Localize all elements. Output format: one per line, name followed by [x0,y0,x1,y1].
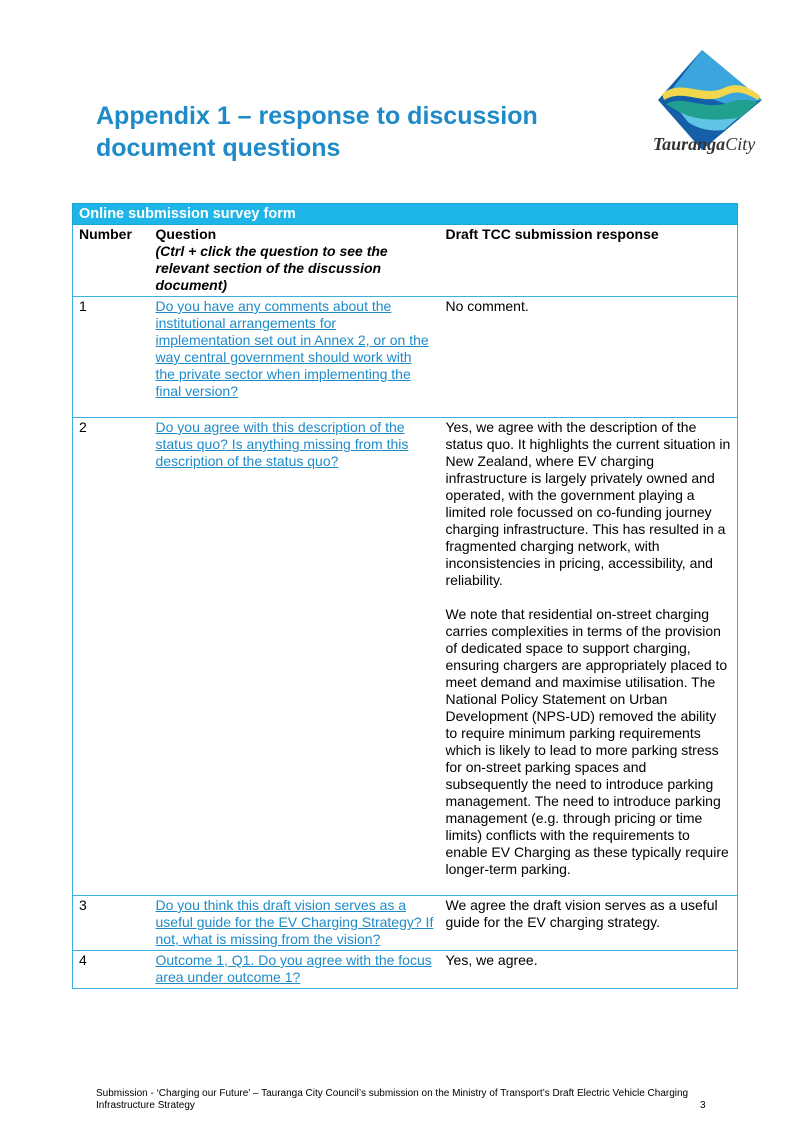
question-link[interactable]: Do you think this draft vision serves as a useful guide for the EV Charging Strategy? If not, what is missing from the vision? [155,897,434,947]
row-number: 4 [73,951,150,989]
row-response [440,418,738,896]
row-question [150,418,440,896]
submission-table [72,203,738,989]
row-number: 2 [73,418,150,896]
row-question [150,951,440,989]
table-row [73,418,738,896]
row-question [150,297,440,418]
question-link[interactable]: Outcome 1, Q1. Do you agree with the focus area under outcome 1? [155,952,432,985]
question-link[interactable]: Do you have any comments about the institutional arrangements for implementation set out in Annex 2, or on the way central government should work with the private sector when implementing the final version? [155,298,429,399]
table-header-row [73,225,738,297]
row-number: 3 [73,896,150,951]
row-number: 1 [73,297,150,418]
header-response: Draft TCC submission response [440,225,738,297]
logo-wordmark: TaurangaCity [652,134,756,154]
table-banner-row [73,204,738,225]
table-banner: Online submission survey form [73,204,738,225]
table-row [73,896,738,951]
table-row [73,297,738,418]
header-question [150,225,440,297]
response-paragraph: Yes, we agree with the description of the status quo. It highlights the current situation in New Zealand, where EV charging infrastructure is largely privately owned and operated, with the government playing a limited role focussed on co-funding journey charging infrastructure. This has resulted in a fragmented charging network, with inconsistencies in pricing, accessibility, and reliability. [445,419,731,588]
header-question-label: Question [155,226,217,242]
response-paragraph: Yes, we agree. [445,952,538,968]
header-question-hint: (Ctrl + click the question to see the relevant section of the discussion document) [155,243,388,293]
page-footer: Submission - ‘Charging our Future’ – Tauranga City Council’s submission on the Ministry of Transport’s Draft Electric Vehicle Charging Infrastructure Strategy [96,1088,689,1111]
row-question [150,896,440,951]
row-response [440,297,738,418]
page-title-line-2: document questions [96,134,341,162]
response-paragraph: We note that residential on-street charging carries complexities in terms of the provision of dedicated space to support charging, ensuring chargers are appropriately placed to meet demand and maximise utilisation. The National Policy Statement on Urban Development (NPS-UD) removed the ability to require minimum parking requirements which is likely to lead to more parking stress for on-street parking spaces and subsequently the need to introduce parking management. The need to introduce parking management (e.g. through pricing or time limits) conflicts with the requirements to enable EV Charging as these typically require longer-term parking. [445,606,729,877]
response-paragraph: We agree the draft vision serves as a useful guide for the EV charging strategy. [445,897,718,930]
row-response [440,896,738,951]
table-row [73,951,738,989]
header-number: Number [73,225,150,297]
row-response [440,951,738,989]
question-link[interactable]: Do you agree with this description of the status quo? Is anything missing from this description of the status quo? [155,419,409,469]
page-number: 3 [700,1100,706,1111]
page-title [96,100,616,164]
page-title-line-1: Appendix 1 – response to discussion [96,102,538,130]
response-paragraph: No comment. [445,298,529,314]
